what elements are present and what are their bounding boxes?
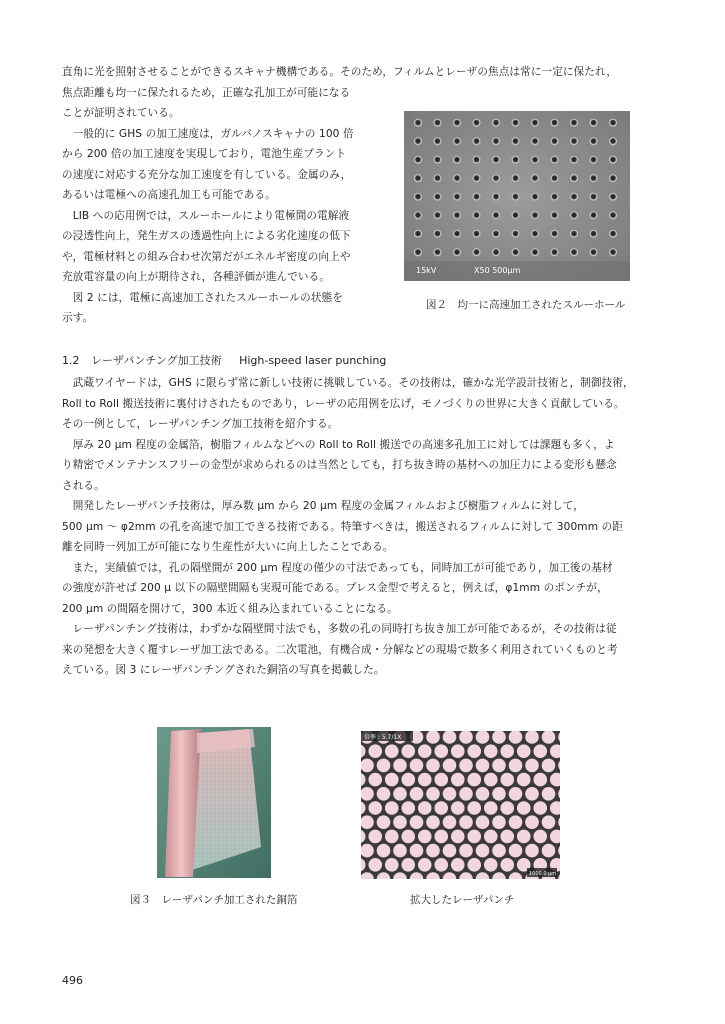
sem-hole [472,193,480,201]
sem-hole [550,174,558,182]
sem-hole [492,211,500,219]
text-line: あるいは電極への高速孔加工も可能である。 [62,189,276,201]
sem-hole [531,230,539,238]
sem-hole [492,137,500,145]
punch-hole [443,815,457,829]
punch-hole [500,801,514,815]
punch-hole [426,815,440,829]
sem-hole [609,156,617,164]
punch-hole [542,844,556,858]
sem-hole [472,248,480,256]
text-line: から 200 倍の加工速度を実現しており，電池生産プラント [62,148,347,160]
punch-hole [509,787,523,801]
text-line: 来の発想を大きく覆すレーザ加工法である。二次電池，有機合成・分解などの現場で数多く利用されていくものと考 [62,643,618,656]
sem-hole [570,156,578,164]
punch-hole [401,744,415,758]
punch-hole [418,801,432,815]
sem-hole [511,156,519,164]
text-line: その一例として，レーザパンチング加工技術を紹介する。 [62,418,339,430]
punch-hole [533,801,547,815]
punch-hole [492,844,506,858]
punch-hole [410,787,424,801]
sem-hole [550,230,558,238]
sem-hole [414,119,422,127]
sem-hole [472,211,480,219]
sem-hole [550,193,558,201]
sem-hole [472,174,480,182]
sem-hole [414,230,422,238]
punch-hole [500,830,514,844]
sem-hole [570,137,578,145]
sem-hole [550,137,558,145]
punch-hole [542,787,556,801]
sem-hole [511,193,519,201]
punch-hole [426,759,440,773]
figure3-copper-foil-photo [157,727,271,878]
sem-hole [492,248,500,256]
text-line: えている。図 3 にレーザパンチングされた銅箔の写真を掲載した。 [62,664,385,676]
sem-hole [492,174,500,182]
sem-hole [609,248,617,256]
sem-hole [609,119,617,127]
punch-hole [426,844,440,858]
sem-hole [492,119,500,127]
text-line: 充放電容量の向上が期待され，各種評価が進んでいる。 [62,271,330,283]
punch-hole [451,801,465,815]
figure3-punch-microscope [361,731,560,879]
sem-hole [531,156,539,164]
sem-hole [589,193,597,201]
punch-hole [484,801,498,815]
section-number: 1.2 [62,354,80,367]
punch-hole [500,744,514,758]
punch-hole [459,759,473,773]
punch-hole [401,830,415,844]
sem-hole [414,248,422,256]
sem-hole [531,193,539,201]
punch-hole [393,815,407,829]
figure3-caption-left: 図３ レーザパンチ加工された銅箔 [130,894,298,906]
punch-hole [525,787,539,801]
punch-hole [476,815,490,829]
punch-hole [451,773,465,787]
punch-hole [434,773,448,787]
punch-hole [459,787,473,801]
punch-hole [533,830,547,844]
sem-hole [589,156,597,164]
sem-hole [511,137,519,145]
micro-label: 倍率 : 5.7/1X [364,734,402,741]
punch-hole [377,844,391,858]
punch-hole [401,858,415,872]
punch-hole [542,759,556,773]
text-line: 図 2 には，電極に高速加工されたスルーホールの状態を [62,291,343,304]
punch-hole [467,801,481,815]
sem-hole [589,230,597,238]
scale-label: 1000.0 μm [529,871,557,877]
sem-hole [433,137,441,145]
sem-hole [453,193,461,201]
sem-hole [570,193,578,201]
figure2-sem-image [404,111,630,281]
sem-hole [433,174,441,182]
text-line: 一般的に GHS の加工速度は，ガルバノスキャナの 100 倍 [62,127,354,140]
sem-hole [414,211,422,219]
sem-hole [589,174,597,182]
copper-foil-image [157,727,271,878]
text-line: 500 μm ～ φ2mm の孔を高速で加工できる技術である。特筆すべきは，搬送されるフィルムに対して 300mm の距 [62,520,623,533]
sem-hole [609,174,617,182]
punch-hole [410,759,424,773]
punch-hole [484,858,498,872]
text-line: Roll to Roll 搬送技術に裏付けされたものであり，レーザの応用例を広げ，モノづくりの世界に大きく貢献している。 [62,397,625,410]
punch-hole [509,844,523,858]
punch-hole [434,801,448,815]
sem-hole [609,211,617,219]
sem-hole [609,230,617,238]
sem-hole [433,119,441,127]
section-heading [62,352,386,368]
sem-hole [531,248,539,256]
text-line: 武蔵ワイヤードは，GHS に限らず常に新しい技術に挑戦している。その技術は，確かな光学設計技術と，制御技術， [62,377,634,389]
sem-hole [570,174,578,182]
page-number: 496 [62,974,83,987]
punch-hole [484,744,498,758]
punch-hole [533,773,547,787]
punch-hole [467,830,481,844]
punch-hole [385,830,399,844]
sem-hole [511,248,519,256]
punch-hole [426,787,440,801]
text-line: LIB への応用例では，スルーホールにより電極間の電解液 [62,209,350,222]
punch-hole [525,759,539,773]
punch-hole [451,830,465,844]
punch-hole [393,844,407,858]
punch-hole [509,815,523,829]
sem-hole [589,211,597,219]
sem-hole [511,119,519,127]
punch-hole [451,744,465,758]
sem-hole [589,137,597,145]
sem-hole [453,211,461,219]
punch-hole [443,787,457,801]
punch-hole [509,759,523,773]
sem-hole [492,230,500,238]
punch-hole [492,787,506,801]
sem-hole [589,248,597,256]
sem-hole [453,248,461,256]
punch-hole [401,801,415,815]
punch-hole [418,773,432,787]
figure2-caption: 図２ 均一に高速加工されたスルーホール [426,299,626,311]
text-line: り精密でメンテナンスフリーの金型が求められるのは当然としても，打ち抜き時の基材への加圧力による変形も懸念 [62,459,617,471]
punch-hole [525,844,539,858]
text-line: の速度に対応する充分な加工速度を有している。金属のみ， [62,168,352,181]
punch-hole [385,801,399,815]
text-line: 厚み 20 μm 程度の金属箔，樹脂フィルムなどへの Roll to Roll 搬送での高速多孔加工に対しては課題も多く，よ [62,438,615,451]
sem-hole [472,230,480,238]
sem-hole [453,174,461,182]
sem-hole [570,211,578,219]
punch-hole [377,787,391,801]
sem-hole [550,119,558,127]
punch-hole [368,801,382,815]
punch-hole [377,815,391,829]
punch-hole [434,830,448,844]
sem-hole [570,248,578,256]
punch-hole [459,815,473,829]
sem-hole [433,211,441,219]
sem-hole [531,211,539,219]
punch-hole [476,844,490,858]
punch-hole [410,815,424,829]
sem-mag-label: X50 500μm [474,266,521,275]
sem-hole [531,119,539,127]
sem-hole [570,119,578,127]
punch-hole [368,858,382,872]
punch-hole [467,773,481,787]
body-text [62,373,662,681]
text-line: の強度が許せば 200 μ 以下の隔壁間隔も実現可能である。プレス金型で考えると，例えば，φ1mm のポンチが， [62,582,608,594]
punch-hole [443,759,457,773]
punch-hole [492,815,506,829]
sem-hole [609,137,617,145]
punch-hole [418,830,432,844]
sem-hole [531,137,539,145]
sem-hole [589,119,597,127]
sem-hole [433,156,441,164]
punch-hole [385,773,399,787]
sem-hole [511,211,519,219]
punch-hole [517,830,531,844]
punch-hole [517,801,531,815]
text-line: レーザパンチング技術は，わずかな隔壁間寸法でも，多数の孔の同時打ち抜き加工が可能であるが，その技術は従 [62,623,617,635]
sem-hole [472,119,480,127]
text-line: 焦点距離も均一に保たれるため，正確な孔加工が可能になる [62,86,351,99]
punch-hole [467,858,481,872]
sem-hole [492,156,500,164]
text-line: 直角に光を照射させることができるスキャナ機構である。そのため，フィルムとレーザの焦点は常に一定に保たれ， [62,66,618,78]
sem-hole [414,156,422,164]
sem-kv-label: 15kV [416,266,437,275]
punch-hole [443,844,457,858]
punch-hole [467,744,481,758]
text-line: の浸透性向上，発生ガスの透過性向上による劣化速度の低下 [62,230,351,242]
punch-hole [492,759,506,773]
text-line: 離を同時一列加工が可能になり生産性が大いに向上したことである。 [62,541,394,553]
punch-hole [476,759,490,773]
sem-hole [472,156,480,164]
sem-hole [492,193,500,201]
sem-hole [453,230,461,238]
punch-hole [434,744,448,758]
sem-hole [550,248,558,256]
sem-hole [472,137,480,145]
text-line: ことが証明されている。 [62,107,180,119]
sem-hole [414,137,422,145]
punch-hole [410,844,424,858]
punch-hole [517,773,531,787]
punch-hole [484,830,498,844]
sem-image [404,111,630,281]
punch-hole [418,744,432,758]
punch-image [361,731,560,879]
section-title-jp: レーザパンチング加工技術 [91,354,222,367]
punch-hole [393,759,407,773]
sem-hole [570,230,578,238]
punch-hole [377,759,391,773]
sem-hole [511,230,519,238]
punch-hole [525,815,539,829]
punch-hole [385,858,399,872]
punch-hole [517,744,531,758]
sem-hole [550,211,558,219]
sem-hole [433,230,441,238]
sem-hole [609,193,617,201]
punch-hole [542,815,556,829]
punch-hole [533,744,547,758]
punch-hole [500,773,514,787]
sem-hole [433,193,441,201]
punch-hole [385,744,399,758]
punch-hole [393,787,407,801]
text-line: 開発したレーザパンチ技術は，厚み数 μm から 20 μm 程度の金属フィルムおよび樹脂フィルムに対して， [62,500,584,512]
sem-hole [550,156,558,164]
punch-hole [500,858,514,872]
punch-hole [418,858,432,872]
text-line: 200 μm の間隔を開けて，300 本近く組み込まれていることになる。 [62,602,398,615]
sem-hole [531,174,539,182]
punch-hole [434,858,448,872]
sem-hole [453,119,461,127]
text-line: また，実績値では，孔の隔壁間が 200 μm 程度の僅少の寸法であっても，同時加工が可能であり，加工後の基材 [62,561,613,574]
punch-hole [476,787,490,801]
punch-hole [451,858,465,872]
punch-hole [484,773,498,787]
punch-hole [368,744,382,758]
sem-hole [433,248,441,256]
punch-hole [459,844,473,858]
sem-hole [511,174,519,182]
punch-hole [368,773,382,787]
punch-hole [401,773,415,787]
section-title-en: High-speed laser punching [239,354,387,367]
sem-hole [453,137,461,145]
text-line: 示す。 [62,312,94,324]
sem-hole [414,174,422,182]
sem-hole [414,193,422,201]
punch-hole [368,830,382,844]
figure3-caption-right: 拡大したレーザパンチ [410,894,515,906]
text-line: や，電極材料との組み合わせ次第だがエネルギ密度の向上や [62,250,351,263]
text-line: される。 [62,479,105,492]
sem-hole [453,156,461,164]
